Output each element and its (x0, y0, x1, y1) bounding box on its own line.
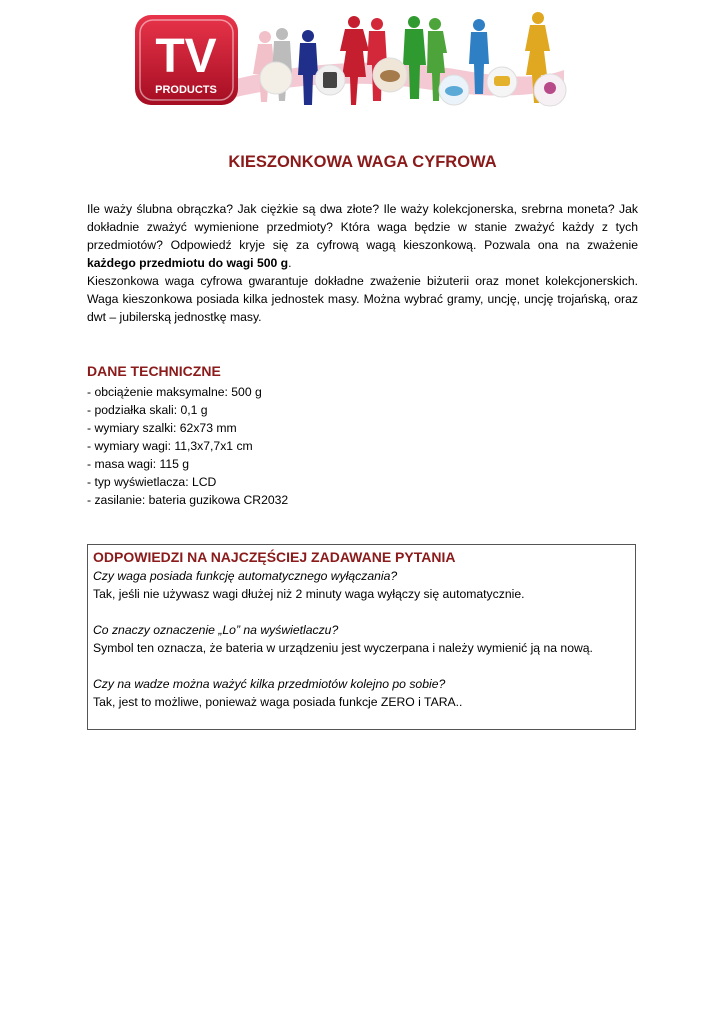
faq-answer: Tak, jeśli nie używasz wagi dłużej niż 2 minuty waga wyłączy się automatycznie. (93, 587, 525, 601)
tv-products-logo (135, 15, 238, 105)
spec-item: - wymiary wagi: 11,3x7,7x1 cm (87, 439, 253, 453)
faq-box (87, 544, 636, 730)
faq-question: Czy waga posiada funkcję automatycznego wyłączania? (93, 569, 398, 583)
header-banner (132, 10, 572, 110)
intro-bold-text: każdego przedmiotu do wagi 500 g (87, 256, 289, 270)
faq-question: Co znaczy oznaczenie „Lo” na wyświetlaczu? (93, 623, 339, 637)
logo-products-text: PRODUCTS (155, 84, 217, 96)
specs-heading: DANE TECHNICZNE (87, 363, 221, 379)
faq-answer: Symbol ten oznacza, że bateria w urządzeniu jest wyczerpana i należy wymienić ją na nową. (93, 641, 593, 655)
tv-products-banner (132, 10, 572, 110)
intro-paragraph-2: Kieszonkowa waga cyfrowa gwarantuje dokładne zważenie biżuterii oraz monet kolekcjonerskich. Waga kieszonkowa posiada kilka jednostek masy. Można wybrać gramy, uncję, uncję trojańską, oraz dwt – jubilerską jednostkę masy. (87, 274, 638, 324)
faq-question: Czy na wadze można ważyć kilka przedmiotów kolejno po sobie? (93, 677, 446, 691)
intro-text-part: Ile waży ślubna obrączka? Jak ciężkie są dwa złote? Ile waży kolekcjonerska, srebrna moneta? Jak dokładnie zważyć wymienione przedmioty? Która waga będzie w stanie zważyć każdy z tych przedmiotów? Odpowiedź kryje się za cyfrową wagą kieszonkową. Pozwala ona na zważenie (87, 202, 638, 252)
spec-item: - zasilanie: bateria guzikowa CR2032 (87, 493, 289, 507)
faq-spacer (93, 603, 630, 621)
spec-item: - wymiary szalki: 62x73 mm (87, 421, 237, 435)
faq-heading: ODPOWIEDZI NA NAJCZĘŚCIEJ ZADAWANE PYTANIA (93, 549, 456, 565)
spec-item: - typ wyświetlacza: LCD (87, 475, 217, 489)
faq-answer: Tak, jest to możliwe, ponieważ waga posiada funkcje ZERO i TARA.. (93, 695, 463, 709)
page-title: KIESZONKOWA WAGA CYFROWA (228, 153, 497, 171)
specs-list (87, 383, 288, 509)
spec-item: - masa wagi: 115 g (87, 457, 190, 471)
logo-tv-text: TV (155, 30, 217, 83)
spec-item: - podziałka skali: 0,1 g (87, 403, 208, 417)
faq-spacer (93, 657, 630, 675)
intro-text-end: . (288, 256, 292, 270)
intro-paragraph-1 (87, 200, 638, 272)
intro-text (87, 200, 638, 326)
spec-item: - obciążenie maksymalne: 500 g (87, 385, 262, 399)
